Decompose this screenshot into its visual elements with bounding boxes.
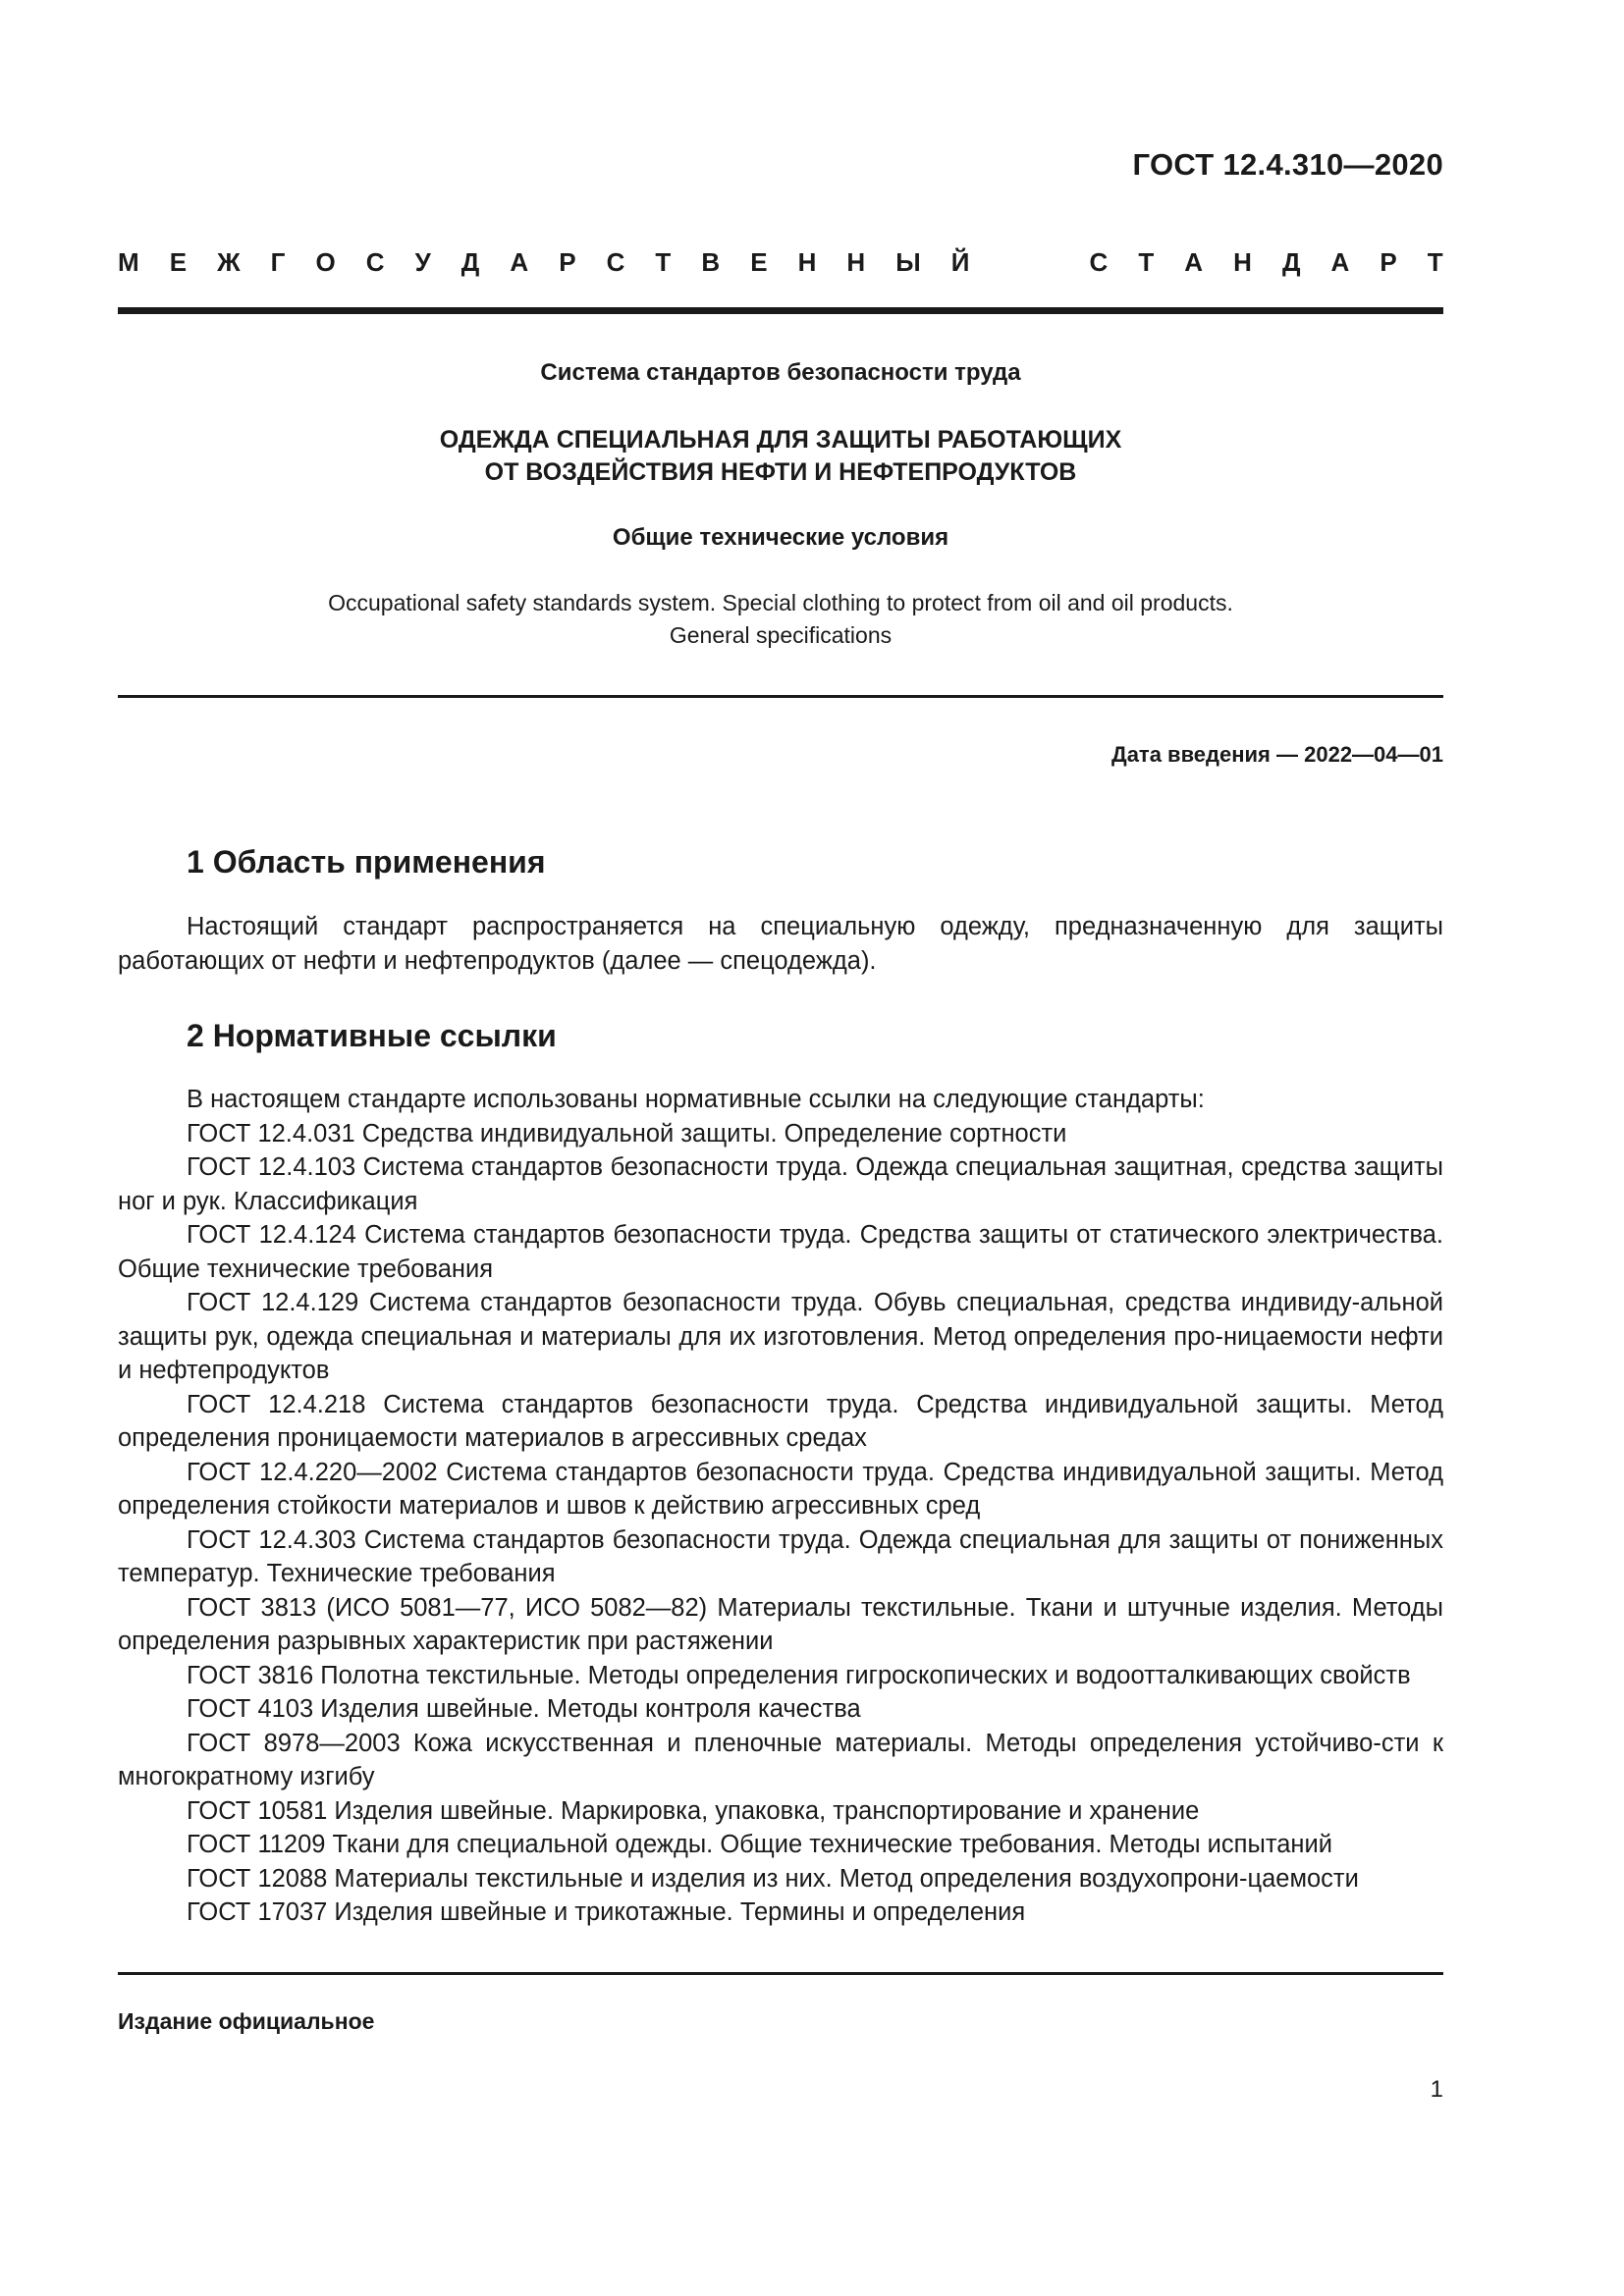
reference-item: ГОСТ 10581 Изделия швейные. Маркировка, упаковка, транспортирование и хранение xyxy=(187,1796,1200,1825)
reference-item: ГОСТ 12088 Материалы текстильные и изделия из них. Метод определения воздухопрони-цаемости xyxy=(187,1864,1359,1893)
english-title-line-2: General specifications xyxy=(669,622,893,648)
reference-item: ГОСТ 12.4.129 Система стандартов безопасности труда. Обувь специальная, средства индивиду-альной защиты рук, одежда специальная и материалы для их изготовления. Метод определения про-ницаемости нефти и нефтепродуктов xyxy=(118,1289,1443,1384)
document-number: ГОСТ 12.4.310—2020 xyxy=(1132,147,1443,182)
section-2-intro: В настоящем стандарте использованы нормативные ссылки на следующие стандарты: xyxy=(187,1086,1205,1113)
document-title xyxy=(118,424,1443,489)
banner-letter: Е xyxy=(169,247,188,277)
banner-letter: Г xyxy=(270,247,286,277)
banner-letter: Н xyxy=(1233,247,1252,277)
banner-letter: Т xyxy=(1427,247,1443,277)
banner-letter: О xyxy=(315,247,336,277)
banner-letter: Ы xyxy=(895,247,921,277)
english-title xyxy=(118,587,1443,652)
header-divider xyxy=(118,307,1443,314)
banner-letter: А xyxy=(1184,247,1204,277)
section-1-paragraph: Настоящий стандарт распространяется на специальную одежду, предназначенную для защиты работающих от нефти и нефтепродуктов (далее — спецодежда). xyxy=(118,913,1443,975)
title-divider xyxy=(118,695,1443,698)
section-1-body xyxy=(118,910,1443,978)
interstate-standard-banner xyxy=(118,247,1443,278)
title-line-2: ОТ ВОЗДЕЙСТВИЯ НЕФТИ И НЕФТЕПРОДУКТОВ xyxy=(484,458,1077,486)
reference-item: ГОСТ 12.4.103 Система стандартов безопасности труда. Одежда специальная защитная, средства защиты ног и рук. Классификация xyxy=(118,1153,1443,1215)
reference-item: ГОСТ 12.4.303 Система стандартов безопасности труда. Одежда специальная для защиты от пониженных температур. Технические требования xyxy=(118,1525,1443,1587)
reference-item: ГОСТ 17037 Изделия швейные и трикотажные. Термины и определения xyxy=(187,1898,1026,1926)
banner-word-gap xyxy=(1000,247,1058,278)
banner-letter: Д xyxy=(460,247,480,277)
banner-letter: А xyxy=(1330,247,1350,277)
reference-item: ГОСТ 3813 (ИСО 5081—77, ИСО 5082—82) Материалы текстильные. Ткани и штучные изделия. Методы определения разрывных характеристик при растяжении xyxy=(118,1593,1443,1655)
document-subtitle: Общие технические условия xyxy=(612,524,949,551)
banner-letter: Н xyxy=(797,247,817,277)
banner-letter: С xyxy=(606,247,625,277)
reference-item: ГОСТ 11209 Ткани для специальной одежды. Общие технические требования. Методы испытаний xyxy=(187,1831,1332,1858)
english-title-line-1: Occupational safety standards system. Special clothing to protect from oil and oil products. xyxy=(328,590,1233,615)
reference-item: ГОСТ 4103 Изделия швейные. Методы контроля качества xyxy=(187,1695,861,1723)
banner-letter: Д xyxy=(1281,247,1301,277)
banner-letter: Р xyxy=(1380,247,1397,277)
banner-letter: С xyxy=(365,247,385,277)
banner-letter: Т xyxy=(1138,247,1155,277)
section-1-heading: 1 Область применения xyxy=(187,844,546,880)
reference-item: ГОСТ 12.4.124 Система стандартов безопасности труда. Средства защиты от статического электричества. Общие технические требования xyxy=(118,1221,1443,1283)
section-2-body xyxy=(118,1083,1443,1930)
banner-letter: Й xyxy=(950,247,970,277)
banner-letter: Ж xyxy=(217,247,241,277)
banner-letter: Р xyxy=(559,247,576,277)
standards-system-name: Система стандартов безопасности труда xyxy=(540,359,1021,386)
reference-item: ГОСТ 12.4.220—2002 Система стандартов безопасности труда. Средства индивидуальной защиты. Метод определения стойкости материалов и швов к действию агрессивных сред xyxy=(118,1458,1443,1520)
banner-letter: Т xyxy=(655,247,672,277)
introduction-date: Дата введения — 2022—04—01 xyxy=(1111,742,1443,767)
reference-item: ГОСТ 12.4.031 Средства индивидуальной защиты. Определение сортности xyxy=(187,1119,1067,1148)
section-2-heading: 2 Нормативные ссылки xyxy=(187,1018,557,1053)
banner-letter: Н xyxy=(846,247,866,277)
reference-item: ГОСТ 3816 Полотна текстильные. Методы определения гигроскопических и водоотталкивающих свойств xyxy=(187,1661,1411,1689)
page-number: 1 xyxy=(1430,2076,1443,2103)
banner-letter: С xyxy=(1089,247,1109,277)
banner-letter: А xyxy=(510,247,529,277)
reference-item: ГОСТ 12.4.218 Система стандартов безопасности труда. Средства индивидуальной защиты. Метод определения проницаемости материалов в агрессивных средах xyxy=(118,1390,1443,1452)
banner-letter: М xyxy=(118,247,139,277)
banner-letter: У xyxy=(414,247,431,277)
title-line-1: ОДЕЖДА СПЕЦИАЛЬНАЯ ДЛЯ ЗАЩИТЫ РАБОТАЮЩИХ xyxy=(439,426,1122,454)
official-edition-label: Издание официальное xyxy=(118,2008,375,2034)
reference-item: ГОСТ 8978—2003 Кожа искусственная и пленочные материалы. Методы определения устойчиво-сти к многократному изгибу xyxy=(118,1729,1443,1790)
footer-divider xyxy=(118,1972,1443,1975)
banner-letter: В xyxy=(701,247,721,277)
banner-letter: Е xyxy=(750,247,768,277)
